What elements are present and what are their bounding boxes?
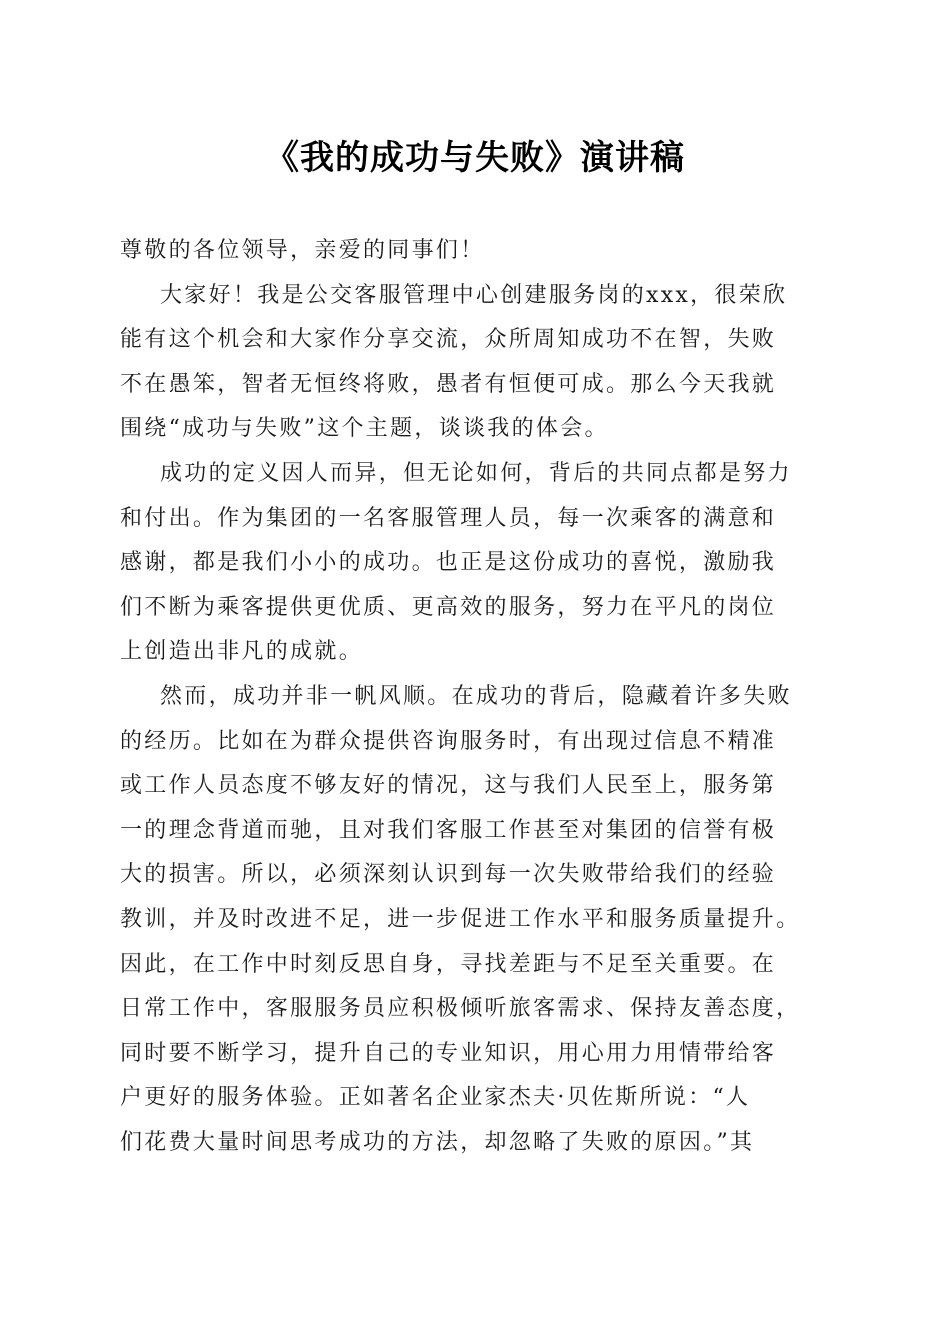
text-line: 户更好的服务体验。正如著名企业家杰夫·贝佐斯所说：“人 xyxy=(120,1085,751,1111)
text-line: 们不断为乘客提供更优质、更高效的服务，努力在平凡的岗位 xyxy=(120,594,777,620)
text-line: 成功的定义因人而异，但无论如何，背后的共同点都是努力 xyxy=(160,460,792,486)
salutation-line: 尊敬的各位领导，亲爱的同事们！ xyxy=(120,238,485,263)
document-title: 《我的成功与失败》演讲稿 xyxy=(265,138,685,178)
text-line: 感谢，都是我们小小的成功。也正是这份成功的喜悦，激励我 xyxy=(120,550,777,576)
text-line: 教训，并及时改进不足，进一步促进工作水平和服务质量提升。 xyxy=(120,906,801,932)
text-line: 上创造出非凡的成就。 xyxy=(120,639,364,665)
text-line: 因此，在工作中时刻反思自身，寻找差距与不足至关重要。在 xyxy=(120,951,777,977)
text-line: 同时要不断学习，提升自己的专业知识，用心用力用情带给客 xyxy=(120,1040,777,1066)
text-line: 或工作人员态度不够友好的情况，这与我们人民至上，服务第 xyxy=(120,773,777,799)
text-line: 然而，成功并非一帆风顺。在成功的背后，隐藏着许多失败 xyxy=(160,683,792,709)
text-line: 大家好！我是公交客服管理中心创建服务岗的xxx，很荣欣 xyxy=(160,282,788,308)
text-line: 日常工作中，客服服务员应积极倾听旅客需求、保持友善态度， xyxy=(120,996,801,1022)
text-line: 一的理念背道而驰，且对我们客服工作甚至对集团的信誉有极 xyxy=(120,817,777,843)
text-line: 们花费大量时间思考成功的方法，却忽略了失败的原因。”其 xyxy=(120,1129,755,1155)
document-body xyxy=(120,229,832,1165)
text-line: 的经历。比如在为群众提供咨询服务时，有出现过信息不精准 xyxy=(120,728,777,754)
text-line: 围绕“成功与失败”这个主题，谈谈我的体会。 xyxy=(120,416,609,442)
text-line: 不在愚笨，智者无恒终将败，愚者有恒便可成。那么今天我就 xyxy=(120,371,777,397)
text-line: 大的损害。所以，必须深刻认识到每一次失败带给我们的经验 xyxy=(120,862,777,888)
text-line: 能有这个机会和大家作分享交流，众所周知成功不在智，失败 xyxy=(120,327,777,353)
text-line: 和付出。作为集团的一名客服管理人员，每一次乘客的满意和 xyxy=(120,505,777,531)
